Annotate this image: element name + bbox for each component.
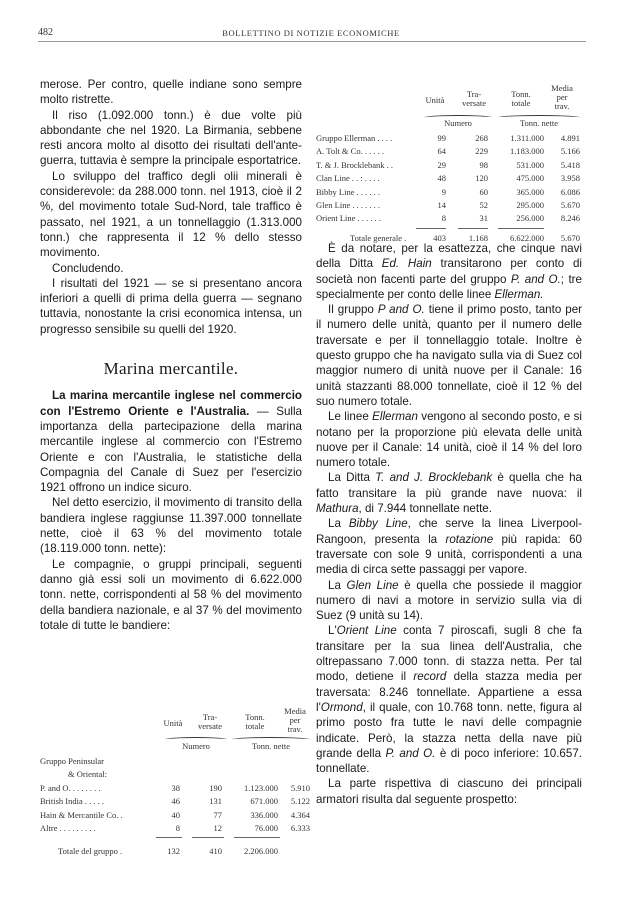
header-unita: Unità [163, 718, 183, 728]
left-column [40, 77, 302, 633]
group-label: Gruppo Peninsular [40, 756, 104, 766]
group-label: & Oriental: [68, 769, 107, 780]
right-column [316, 241, 582, 807]
running-title: BOLLETTINO DI NOTIZIE ECONOMICHE [222, 28, 400, 38]
paragraph: L'Orient Line conta 7 piroscafi, sugli 8 che fa transitare per la sua linea dell'Australia, che oltrepassano 7.000 tonn. di stazza netta. Per tal modo, detiene il record della stazza media per traversata: 8.246 tonnellate. Appartiene a essa l'Ormond, il quale, con 10.768 tonn. nette, figura al primo posto fra tutte le navi delle compagnie indicate. Però, la stazza netta della nave più grande della P. and O. è di poco inferiore: 10.657. tonnellate. [316, 624, 583, 776]
paragraph: Le linee Ellerman vengono al secondo posto, e si notano per la proporzione più elevata delle unità nuove per il Canale: 14 unità, cioè il 14 % del loro numero totale. [316, 410, 582, 470]
sum-rule [40, 835, 312, 841]
table-row: Bibby Line . . . . . . 9 60 365.000 6.086 [316, 186, 580, 197]
header-tonn-totale: Tonn. totale [245, 712, 265, 731]
subheader-tonn-nette: Tonn. nette [519, 118, 559, 128]
po-group-table [40, 707, 312, 859]
paragraph: È da notare, per la esattezza, che cinque navi della Ditta Ed. Hain transitarono per conto di società non facenti parte del gruppo P. and O.; tre specialmente per conto delle linee Ellerman. [316, 242, 582, 301]
subheader-numero: Numero [182, 741, 210, 751]
header-traversate: Tra- versate [461, 89, 487, 108]
table-row: Gruppo Ellerman . . . . 99 268 1.311.000 4.891 [316, 133, 580, 143]
header-traversate: Tra- versate [197, 712, 223, 731]
table-row: Altre . . . . . . . . . 8 12 76.000 6.333 [40, 822, 310, 833]
subheader-tonn-nette: Tonn. nette [251, 741, 291, 751]
paragraph: La Ditta T. and J. Brocklebank è quella che ha fatto transitare la più grande nave nuova: il Mathura, di 7.944 tonnellate nette. [316, 471, 582, 516]
paragraph: Lo sviluppo del traffico degli olii minerali è considerevole: da 288.000 tonn. nel 1913, cioè il 2 %, del movimento totale Sud-Nord, tale traffico è passato, nel 1921, a un tonnellaggio (1.313.000 tonn.) che rappresenta il 12 % dello stesso movimento. [40, 169, 302, 260]
table-subheader [40, 741, 312, 755]
table-row: A. Tolt & Co. . . . . . 64 229 1.183.000 5.166 [316, 146, 580, 157]
paragraph: Il riso (1.092.000 tonn.) è due volte più abbondante che nel 1920. La Birmania, sebbene resti ancora molto al disotto dei risultati dell'ante-guerra, tuttavia è sempre la principale esportatrice. [40, 108, 302, 168]
table-row: P. and O. . . . . . . . 38 190 1.123.000 5.910 [40, 782, 310, 793]
table-subheader [316, 118, 588, 132]
table-header [40, 707, 312, 741]
table-row: British India . . . . . 46 131 671.000 5.122 [40, 796, 310, 807]
page-number: 482 [38, 27, 53, 38]
section-lead-bold: La marina mercantile inglese nel commercio con l'Estremo Oriente e l'Australia. [40, 389, 302, 418]
table-row: T. & J. Brocklebank . . 29 98 531.000 5.418 [316, 159, 580, 170]
table-row: Clan Line . . : . . . . 48 120 475.000 3.958 [316, 173, 580, 184]
table-row: Orient Line . . . . . . 8 31 256.000 8.246 [316, 213, 580, 224]
general-table [316, 84, 588, 245]
paragraph: Le compagnie, o gruppi principali, seguenti danno già essi soli un movimento di 6.622.000 tonn. nette, corrispondenti al 58 % del movimento della bandiera nazionale, e al 37 % del movimento totale di tutte le bandiere: [40, 557, 302, 632]
header-rule [38, 41, 586, 42]
subheader-numero: Numero [444, 118, 472, 128]
paragraph: Concludendo. [52, 261, 124, 275]
header-unita: Unità [425, 95, 445, 105]
table-row: Glen Line . . . . . . . 14 52 295.000 5.670 [316, 199, 580, 210]
section-lead-paragraph [40, 388, 302, 495]
header-media: Media per trav. [284, 706, 306, 734]
paragraph: La parte rispettiva di ciascuno dei principali armatori risulta dal seguente prospetto: [316, 777, 582, 806]
paragraph: I risultati del 1921 — se si presentano ancora inferiori a quelli di prima della guerra — segnano tuttavia, nonostante la crisi economica intensa, un progresso sensibile su quelli del 1920. [40, 276, 302, 336]
header-media: Media per trav. [551, 83, 573, 111]
paragraph: Il gruppo P and O. tiene il primo posto, tanto per il numero delle unità, quanto per il numero delle traversate e per il tonnellaggio totale. Inoltre è questo gruppo che ha navigato sulla via di Suez col maggior numero di unità nuove per il Canale: 16 unità stazzanti 88.000 tonnellate, cioè il 12 % del suo numero totale. [316, 303, 583, 408]
table-header [316, 84, 588, 118]
section-lead-text: — Sulla importanza della partecipazione della marina mercantile inglese al commercio con l'Estremo Oriente e con l'Australia, le statistiche della Compagnia del Canale di Suez per l'esercizio 1921 offrono un indice sicuro. [40, 404, 302, 495]
section-title: Marina mercantile. [103, 359, 239, 379]
header-tonn-totale: Tonn. totale [511, 89, 531, 108]
table-row: Hain & Mercantile Co. . 40 77 336.000 4.364 [40, 809, 310, 820]
paragraph: Nel detto esercizio, il movimento di transito della bandiera inglese raggiunse 11.397.000 tonnellate nette, cioè il 63 % del movimento totale (18.119.000 tonn. nette): [40, 496, 302, 556]
table-total-row: Totale del gruppo . 132 410 2.206.000 [58, 846, 278, 857]
paragraph: merose. Per contro, quelle indiane sono sempre molto ristrette. [40, 78, 302, 107]
paragraph: La Glen Line è quella che possiede il maggior numero di navi a motore in servizio sulla via di Suez (9 unità su 14). [316, 578, 582, 623]
paragraph: La Bibby Line, che serve la linea Liverpool-Rangoon, presenta la rotazione più rapida: 60 traversate con sole 9 unità, corrispondenti a una media di circa sette passaggi per vapore. [316, 517, 582, 577]
table-total-row: Totale generale . 403 1.168 6.622.000 5.670 [350, 232, 580, 243]
